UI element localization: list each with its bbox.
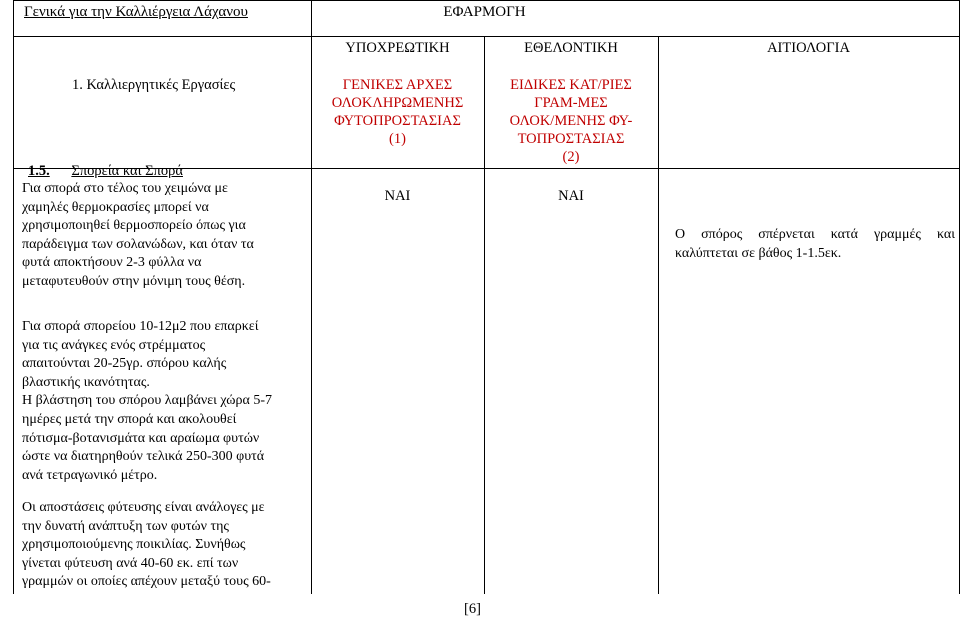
text-line: γίνεται φύτευση ανά 40-60 εκ. επί των [22, 555, 239, 571]
general-principles [311, 76, 484, 148]
text-line: ανά τετραγωνικό μέτρο. [22, 467, 158, 483]
text-line: μεταφυτευθούν στην μόνιμη τους θέση. [22, 273, 246, 289]
paragraph-2 [22, 318, 308, 485]
section15-title: Σπορεία και Σπορά [71, 163, 183, 179]
special-line: ΓΡΑΜ-ΜΕΣ [534, 95, 608, 111]
border-left [13, 0, 14, 594]
text-line: πότισμα-βοτανισμάτα και αραίωμα φυτών [22, 430, 260, 446]
text-line: Για σπορά στο τέλος του χειμώνα με [22, 181, 228, 196]
mandatory-header: ΥΠΟΧΡΕΩΤΙΚΗ [345, 40, 450, 56]
special-line: (2) [562, 149, 580, 165]
text-line: γραμμών οι οποίες απέχουν μεταξύ τους 60- [22, 574, 271, 590]
voluntary-value: ΝΑΙ [558, 188, 584, 204]
application-header: ΕΦΑΡΜΟΓΗ [443, 4, 526, 20]
text-line: χρησιμοποιηθεί θερμοσπορείο όπως για [22, 218, 246, 234]
justification-text [675, 226, 955, 263]
mandatory-value: ΝΑΙ [384, 188, 411, 204]
text-line: χρησιμοποιούμενης ποικιλίας. Συνήθως [22, 537, 246, 553]
crop-title: Γενικά για την Καλλιέργεια Λάχανου [24, 4, 248, 20]
text-line: απαιτούνται 20-25γρ. σπόρου καλής [22, 356, 227, 372]
paragraph-3 [22, 499, 308, 592]
text-line: Η βλάστηση του σπόρου λαμβάνει χώρα 5-7 [22, 393, 272, 409]
general-line: (1) [389, 131, 406, 147]
voluntary-header: ΕΘΕΛΟΝΤΙΚΗ [524, 40, 618, 56]
page-number: [6] [464, 601, 481, 617]
text-line: ημέρες μετά την σπορά και ακολουθεί [22, 411, 237, 427]
text-line: για τις ανάγκες ενός στρέμματος [22, 337, 206, 353]
general-line: ΟΛΟΚΛΗΡΩΜΕΝΗΣ [331, 95, 464, 111]
text-line: την δυνατή ανάπτυξη των φυτών της [22, 518, 229, 534]
text-line: φυτά αποκτήσουν 2-3 φύλλα να [22, 255, 202, 271]
text-line: Ο σπόρος σπέρνεται κατά γραμμές και [675, 227, 955, 242]
text-line: καλύπτεται σε βάθος 1-1.5εκ. [675, 245, 842, 261]
special-categories [484, 76, 658, 166]
section15-number: 1.5. [28, 163, 50, 179]
text-line: παράδειγμα των σολανώδων, και όταν τα [22, 236, 254, 252]
paragraph-1 [22, 180, 308, 292]
text-line: χαμηλές θερμοκρασίες μπορεί να [22, 199, 209, 215]
border-col4 [658, 36, 659, 594]
text-line: Για σπορά σπορείου 10-12μ2 που επαρκεί [22, 319, 259, 334]
special-line: ΤΟΠΡΟΣΤΑΣΙΑΣ [517, 131, 625, 147]
justification-header: ΑΙΤΙΟΛΟΓΙΑ [767, 40, 850, 56]
general-line: ΦΥΤΟΠΡΟΣΤΑΣΙΑΣ [334, 113, 461, 129]
text-line: ώστε να διατηρηθούν τελικά 250-300 φυτά [22, 449, 265, 465]
special-line: ΕΙΔΙΚΕΣ ΚΑΤ/ΡΙΕΣ [510, 77, 632, 93]
header-divider [13, 36, 959, 37]
section15-heading [28, 162, 183, 180]
top-border [13, 0, 959, 1]
text-line: βλαστικής ικανότητας. [22, 374, 150, 390]
special-line: ΟΛΟΚ/ΜΕΝΗΣ ΦΥ- [509, 113, 633, 129]
general-line: ΓΕΝΙΚΕΣ ΑΡΧΕΣ [342, 77, 453, 93]
section1-label: 1. Καλλιεργητικές Εργασίες [72, 77, 236, 93]
text-line: Οι αποστάσεις φύτευσης είναι ανάλογες με [22, 500, 265, 515]
